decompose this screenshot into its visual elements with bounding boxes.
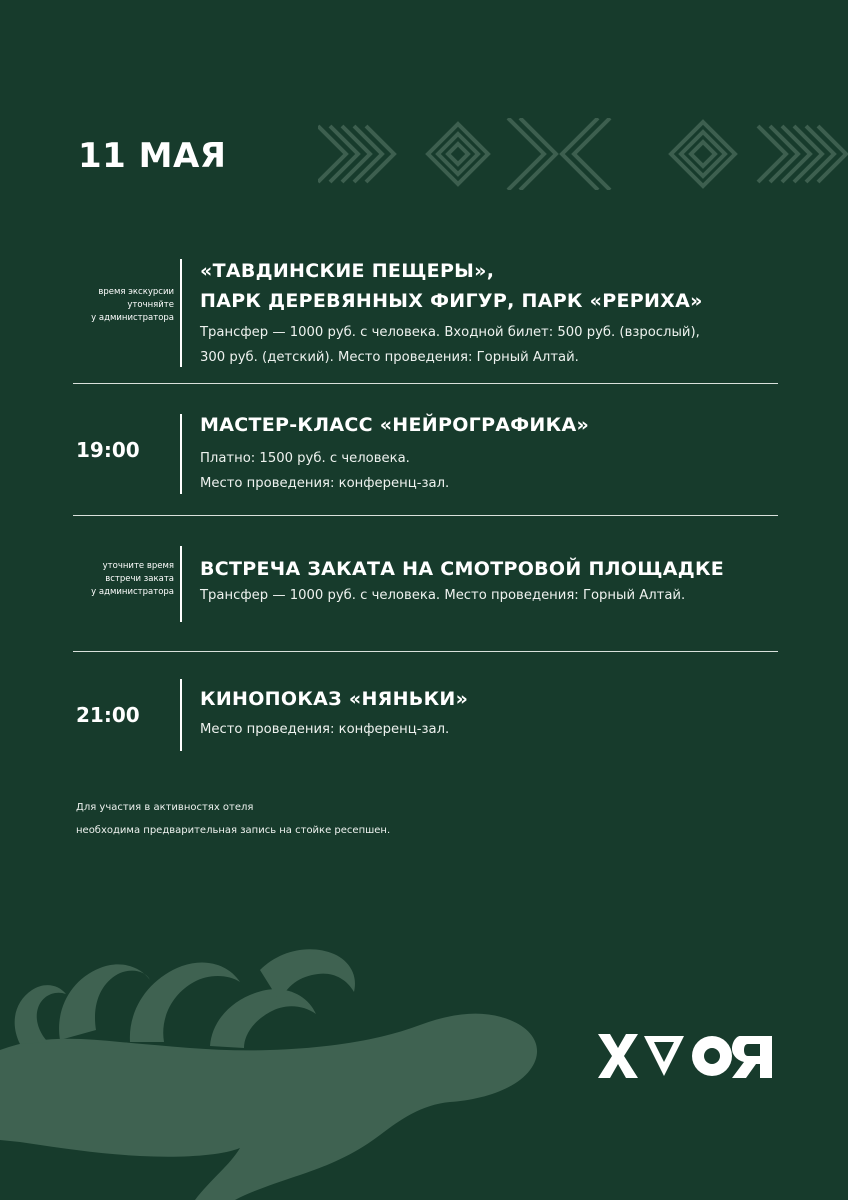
time-note-line: у администратора xyxy=(91,587,174,597)
desc-line: 300 руб. (детский). Место проведения: Горный Алтай. xyxy=(200,350,579,365)
footnote-line: необходима предварительная запись на стойке ресепшен. xyxy=(76,825,391,836)
event-4-title xyxy=(200,684,468,714)
event-3-title xyxy=(200,554,724,584)
time-note-line: уточняйте xyxy=(127,300,174,310)
time-note-line: у администратора xyxy=(91,313,174,323)
event-2-title xyxy=(200,410,589,440)
brand-logo xyxy=(598,1032,774,1080)
footnote-line: Для участия в активностях отеля xyxy=(76,802,254,813)
event-3-description xyxy=(200,583,685,608)
title-line: ПАРК ДЕРЕВЯННЫХ ФИГУР, ПАРК «РЕРИХА» xyxy=(200,290,703,312)
event-divider-vertical xyxy=(180,679,182,751)
title-line: ВСТРЕЧА ЗАКАТА НА СМОТРОВОЙ ПЛОЩАДКЕ xyxy=(200,558,725,580)
event-divider-vertical xyxy=(180,546,182,622)
time-note-line: время экскурсии xyxy=(98,287,174,297)
separator-line xyxy=(73,383,778,384)
date-heading: 11 МАЯ xyxy=(78,136,227,176)
desc-line: Место проведения: конференц-зал. xyxy=(200,476,450,491)
title-line: КИНОПОКАЗ «НЯНЬКИ» xyxy=(200,688,469,710)
desc-line: Платно: 1500 руб. с человека. xyxy=(200,451,410,466)
time-note-3 xyxy=(76,560,174,599)
event-divider-vertical xyxy=(180,259,182,367)
time-note-line: уточните время xyxy=(102,561,174,571)
separator-line xyxy=(73,651,778,652)
event-4-time: 21:00 xyxy=(76,703,140,727)
desc-line: Трансфер — 1000 руб. с человека. Место проведения: Горный Алтай. xyxy=(200,588,686,603)
event-1-description xyxy=(200,320,700,370)
title-line: МАСТЕР-КЛАСС «НЕЙРОГРАФИКА» xyxy=(200,414,590,436)
event-4-description xyxy=(200,717,449,742)
desc-line: Трансфер — 1000 руб. с человека. Входной билет: 500 руб. (взрослый), xyxy=(200,325,700,340)
event-1-title xyxy=(200,256,703,316)
footnote xyxy=(76,796,390,842)
event-2-description xyxy=(200,446,449,496)
event-divider-vertical xyxy=(180,414,182,494)
title-line: «ТАВДИНСКИЕ ПЕЩЕРЫ», xyxy=(200,260,495,282)
time-note-1 xyxy=(76,286,174,325)
deer-illustration xyxy=(0,930,560,1200)
time-note-line: встречи заката xyxy=(105,574,174,584)
ornament-pattern xyxy=(318,118,848,190)
separator-line xyxy=(73,515,778,516)
desc-line: Место проведения: конференц-зал. xyxy=(200,722,450,737)
event-2-time: 19:00 xyxy=(76,438,140,462)
